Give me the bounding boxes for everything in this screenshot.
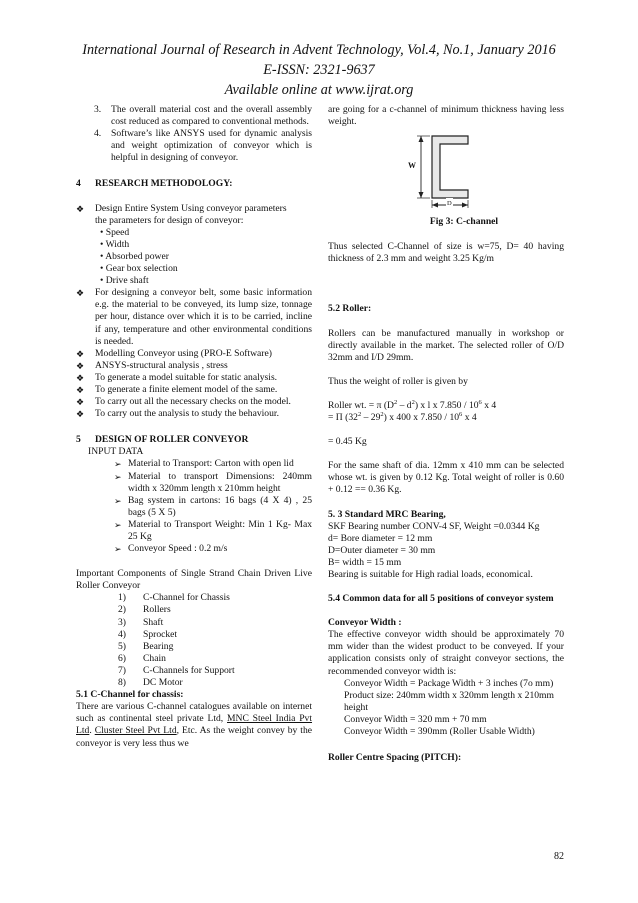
section-heading-4: [76, 178, 312, 190]
bullet-item: [76, 396, 312, 408]
bearing-line: Bearing is suitable for High radial loads, economical.: [328, 568, 533, 580]
company-link[interactable]: MNC Steel India Pvt Ltd: [76, 713, 313, 737]
arrow-bullet-icon: ➢: [114, 471, 122, 482]
list-item: [94, 128, 312, 164]
paragraph: Thus selected C-Channel of size is w=75, D= 40 having thickness of 2.3 mm and weight 3.25 Kg/m: [328, 241, 564, 265]
bullet-item: [76, 360, 312, 372]
bearing-line: d= Bore diameter = 12 mm: [328, 532, 433, 544]
diamond-bullet-icon: ❖: [76, 203, 85, 214]
subsection-heading-5-2: 5.2 Roller:: [328, 303, 372, 315]
item-text: Shaft: [143, 616, 164, 628]
diamond-bullet-icon: ❖: [76, 372, 85, 383]
bullet-item: [76, 287, 312, 347]
paragraph: are going for a c-channel of minimum thickness having less weight.: [328, 104, 564, 128]
item-text: C-Channels for Support: [143, 664, 235, 676]
depth-label: D: [446, 198, 453, 210]
page-number: 82: [554, 851, 564, 862]
section-heading-5: [76, 434, 312, 446]
bullet-text: For designing a conveyor belt, some basic information e.g. the material to be conveyed, its lump size, tonnage per hour, distance over which it is to be carried, incline if any, temperature and other environmental conditions is needed.: [95, 287, 312, 347]
c-channel-shape: [432, 136, 468, 198]
arrow-bullet-icon: ➢: [114, 544, 122, 555]
width-formula: Conveyor Width = 320 mm + 70 mm: [344, 713, 487, 725]
item-number: 6): [118, 652, 126, 664]
figure-caption: Fig 3: C-channel: [429, 216, 499, 228]
item-text: C-Channel for Chassis: [143, 592, 230, 604]
arrow-bullet-icon: ➢: [114, 495, 122, 506]
roller-weight-formula: Roller wt. = π $(D^2 - d^2)$ x l x $7.850 / 10^6$ x 4: [328, 398, 497, 411]
component-item: [118, 677, 312, 689]
subsection-heading-5-1: 5.1 C-Channel for chassis:: [76, 689, 184, 701]
roller-weight-result: = 0.45 Kg: [328, 436, 367, 448]
bullet-text: Design Entire System Using conveyor parameters: [95, 202, 287, 214]
item-text: DC Motor: [143, 677, 183, 689]
c-channel-figure: [328, 132, 564, 210]
component-item: [118, 641, 312, 653]
item-text: Software’s like ANSYS used for dynamic analysis and weight optimization of conveyor which is helpful in designing of conveyor.: [111, 128, 312, 164]
component-item: [118, 665, 312, 677]
param-item: • Absorbed power: [100, 250, 169, 262]
section-title: RESEARCH METHODOLOGY:: [95, 178, 233, 190]
component-item: [118, 617, 312, 629]
input-item: [114, 519, 312, 543]
right-column: [328, 104, 564, 764]
width-formula: Product size: 240mm width x 320mm length x 210mm height: [344, 689, 554, 713]
paragraph-text: .: [89, 725, 95, 737]
bullet-item: [76, 384, 312, 396]
bearing-line: D=Outer diameter = 30 mm: [328, 544, 436, 556]
item-number: 4.: [94, 128, 102, 140]
input-item: [114, 543, 312, 555]
component-item: [118, 604, 312, 616]
input-text: Bag system in cartons: 16 bags (4 X 4) , 25 bags (5 X 5): [128, 494, 312, 518]
bullet-text: To carry out all the necessary checks on the model.: [95, 396, 291, 408]
subsection-heading-5-4: 5.4 Common data for all 5 positions of conveyor system: [328, 593, 554, 605]
diamond-bullet-icon: ❖: [76, 288, 85, 299]
input-text: Material to Transport Weight: Min 1 Kg- Max 25 Kg: [128, 518, 312, 542]
input-item: [114, 495, 312, 519]
roller-pitch-heading: Roller Centre Spacing (PITCH):: [328, 752, 462, 764]
component-item: [118, 592, 312, 604]
section-number: 5: [76, 434, 81, 446]
item-text: Chain: [143, 652, 166, 664]
width-formula: Conveyor Width = Package Width + 3 inches (7o mm): [344, 677, 554, 689]
bullet-text: To generate a model suitable for static analysis.: [95, 371, 278, 383]
bullet-text: Modelling Conveyor using (PRO-E Software): [95, 347, 272, 359]
paragraph: The effective conveyor width should be approximately 70 mm wider than the widest product to be conveyed. If your application consists only of straight conveyor sections, the recommended conveyor width is:: [328, 629, 564, 677]
left-column: [76, 104, 312, 750]
diamond-bullet-icon: ❖: [76, 409, 85, 420]
diamond-bullet-icon: ❖: [76, 360, 85, 371]
item-number: 1): [118, 592, 126, 604]
component-item: [118, 629, 312, 641]
input-text: Material to Transport: Carton with open lid: [128, 458, 294, 470]
journal-issn: E-ISSN: 2321-9637: [263, 62, 375, 78]
component-item: [118, 653, 312, 665]
item-number: 4): [118, 628, 126, 640]
paragraph: For the same shaft of dia. 12mm x 410 mm can be selected whose wt. is given by 0.12 Kg. Total weight of roller is 0.60 + 0.12 == 0.36 Kg.: [328, 460, 564, 496]
company-link[interactable]: Cluster Steel Pvt Ltd: [94, 725, 177, 737]
bearing-line: SKF Bearing number CONV-4 SF, Weight =0.0344 Kg: [328, 520, 540, 532]
section-title: DESIGN OF ROLLER CONVEYOR: [95, 434, 249, 446]
paragraph-text: There are various C-channel catalogues available on internet such as continental steel private Ltd,: [76, 701, 312, 725]
journal-title: International Journal of Research in Advent Technology, Vol.4, No.1, January 2016: [82, 42, 556, 58]
paragraph: [76, 701, 312, 749]
diamond-bullet-icon: ❖: [76, 348, 85, 359]
journal-url: Available online at www.ijrat.org: [224, 82, 414, 98]
input-item: [114, 458, 312, 470]
subsection-heading-5-3: 5. 3 Standard MRC Bearing,: [328, 508, 446, 520]
width-label: W: [408, 161, 416, 171]
item-text: Rollers: [143, 604, 171, 616]
bullet-text: the parameters for design of conveyor:: [95, 214, 244, 226]
item-text: The overall material cost and the overall assembly cost reduced as compared to conventional methods.: [111, 104, 312, 128]
paragraph-text: , Etc. As the weight convey by the conveyor is very less thus we: [76, 725, 312, 749]
paragraph: Thus the weight of roller is given by: [328, 375, 468, 387]
param-item: • Width: [100, 238, 130, 250]
input-data-label: INPUT DATA: [88, 446, 144, 458]
paragraph: Rollers can be manufactured manually in workshop or directly available in the market. The selected roller of O/D 32mm and I/D 29mm.: [328, 327, 564, 363]
diamond-bullet-icon: ❖: [76, 397, 85, 408]
list-item: [94, 104, 312, 128]
input-item: [114, 471, 312, 495]
item-text: Bearing: [143, 640, 174, 652]
item-number: 2): [118, 604, 126, 616]
section-number: 4: [76, 178, 81, 190]
bullet-item: [76, 348, 312, 360]
input-text: Material to transport Dimensions: 240mm width x 320mm length x 210mm height: [128, 470, 312, 494]
item-text: Sprocket: [143, 628, 178, 640]
bullet-item: [76, 408, 312, 420]
diamond-bullet-icon: ❖: [76, 384, 85, 395]
arrow-bullet-icon: ➢: [114, 459, 122, 470]
bullet-text: ANSYS-structural analysis , stress: [95, 359, 228, 371]
input-text: Conveyor Speed : 0.2 m/s: [128, 543, 228, 555]
item-number: 5): [118, 640, 126, 652]
bearing-line: B= width = 15 mm: [328, 556, 402, 568]
bullet-item: [76, 372, 312, 384]
item-number: 3.: [94, 104, 102, 115]
bullet-item: [76, 203, 312, 215]
bullet-text: To carry out the analysis to study the behaviour.: [95, 408, 279, 420]
param-item: • Gear box selection: [100, 263, 178, 275]
components-title: Important Components of Single Strand Chain Driven Live Roller Conveyor: [76, 568, 312, 592]
item-number: 8): [118, 677, 126, 689]
width-formula: Conveyor Width = 390mm (Roller Usable Width): [344, 726, 535, 737]
item-number: 7): [118, 664, 126, 676]
bullet-text: To generate a finite element model of the same.: [95, 383, 278, 395]
roller-weight-formula: = Π $(32^2 - 29^2)$ x 400 x $7.850 / 10^6$ x 4: [328, 410, 477, 424]
item-number: 3): [118, 616, 126, 628]
param-item: • Drive shaft: [100, 275, 149, 287]
arrow-bullet-icon: ➢: [114, 519, 122, 530]
conveyor-width-title: Conveyor Width :: [328, 617, 402, 629]
param-item: • Speed: [100, 226, 130, 238]
